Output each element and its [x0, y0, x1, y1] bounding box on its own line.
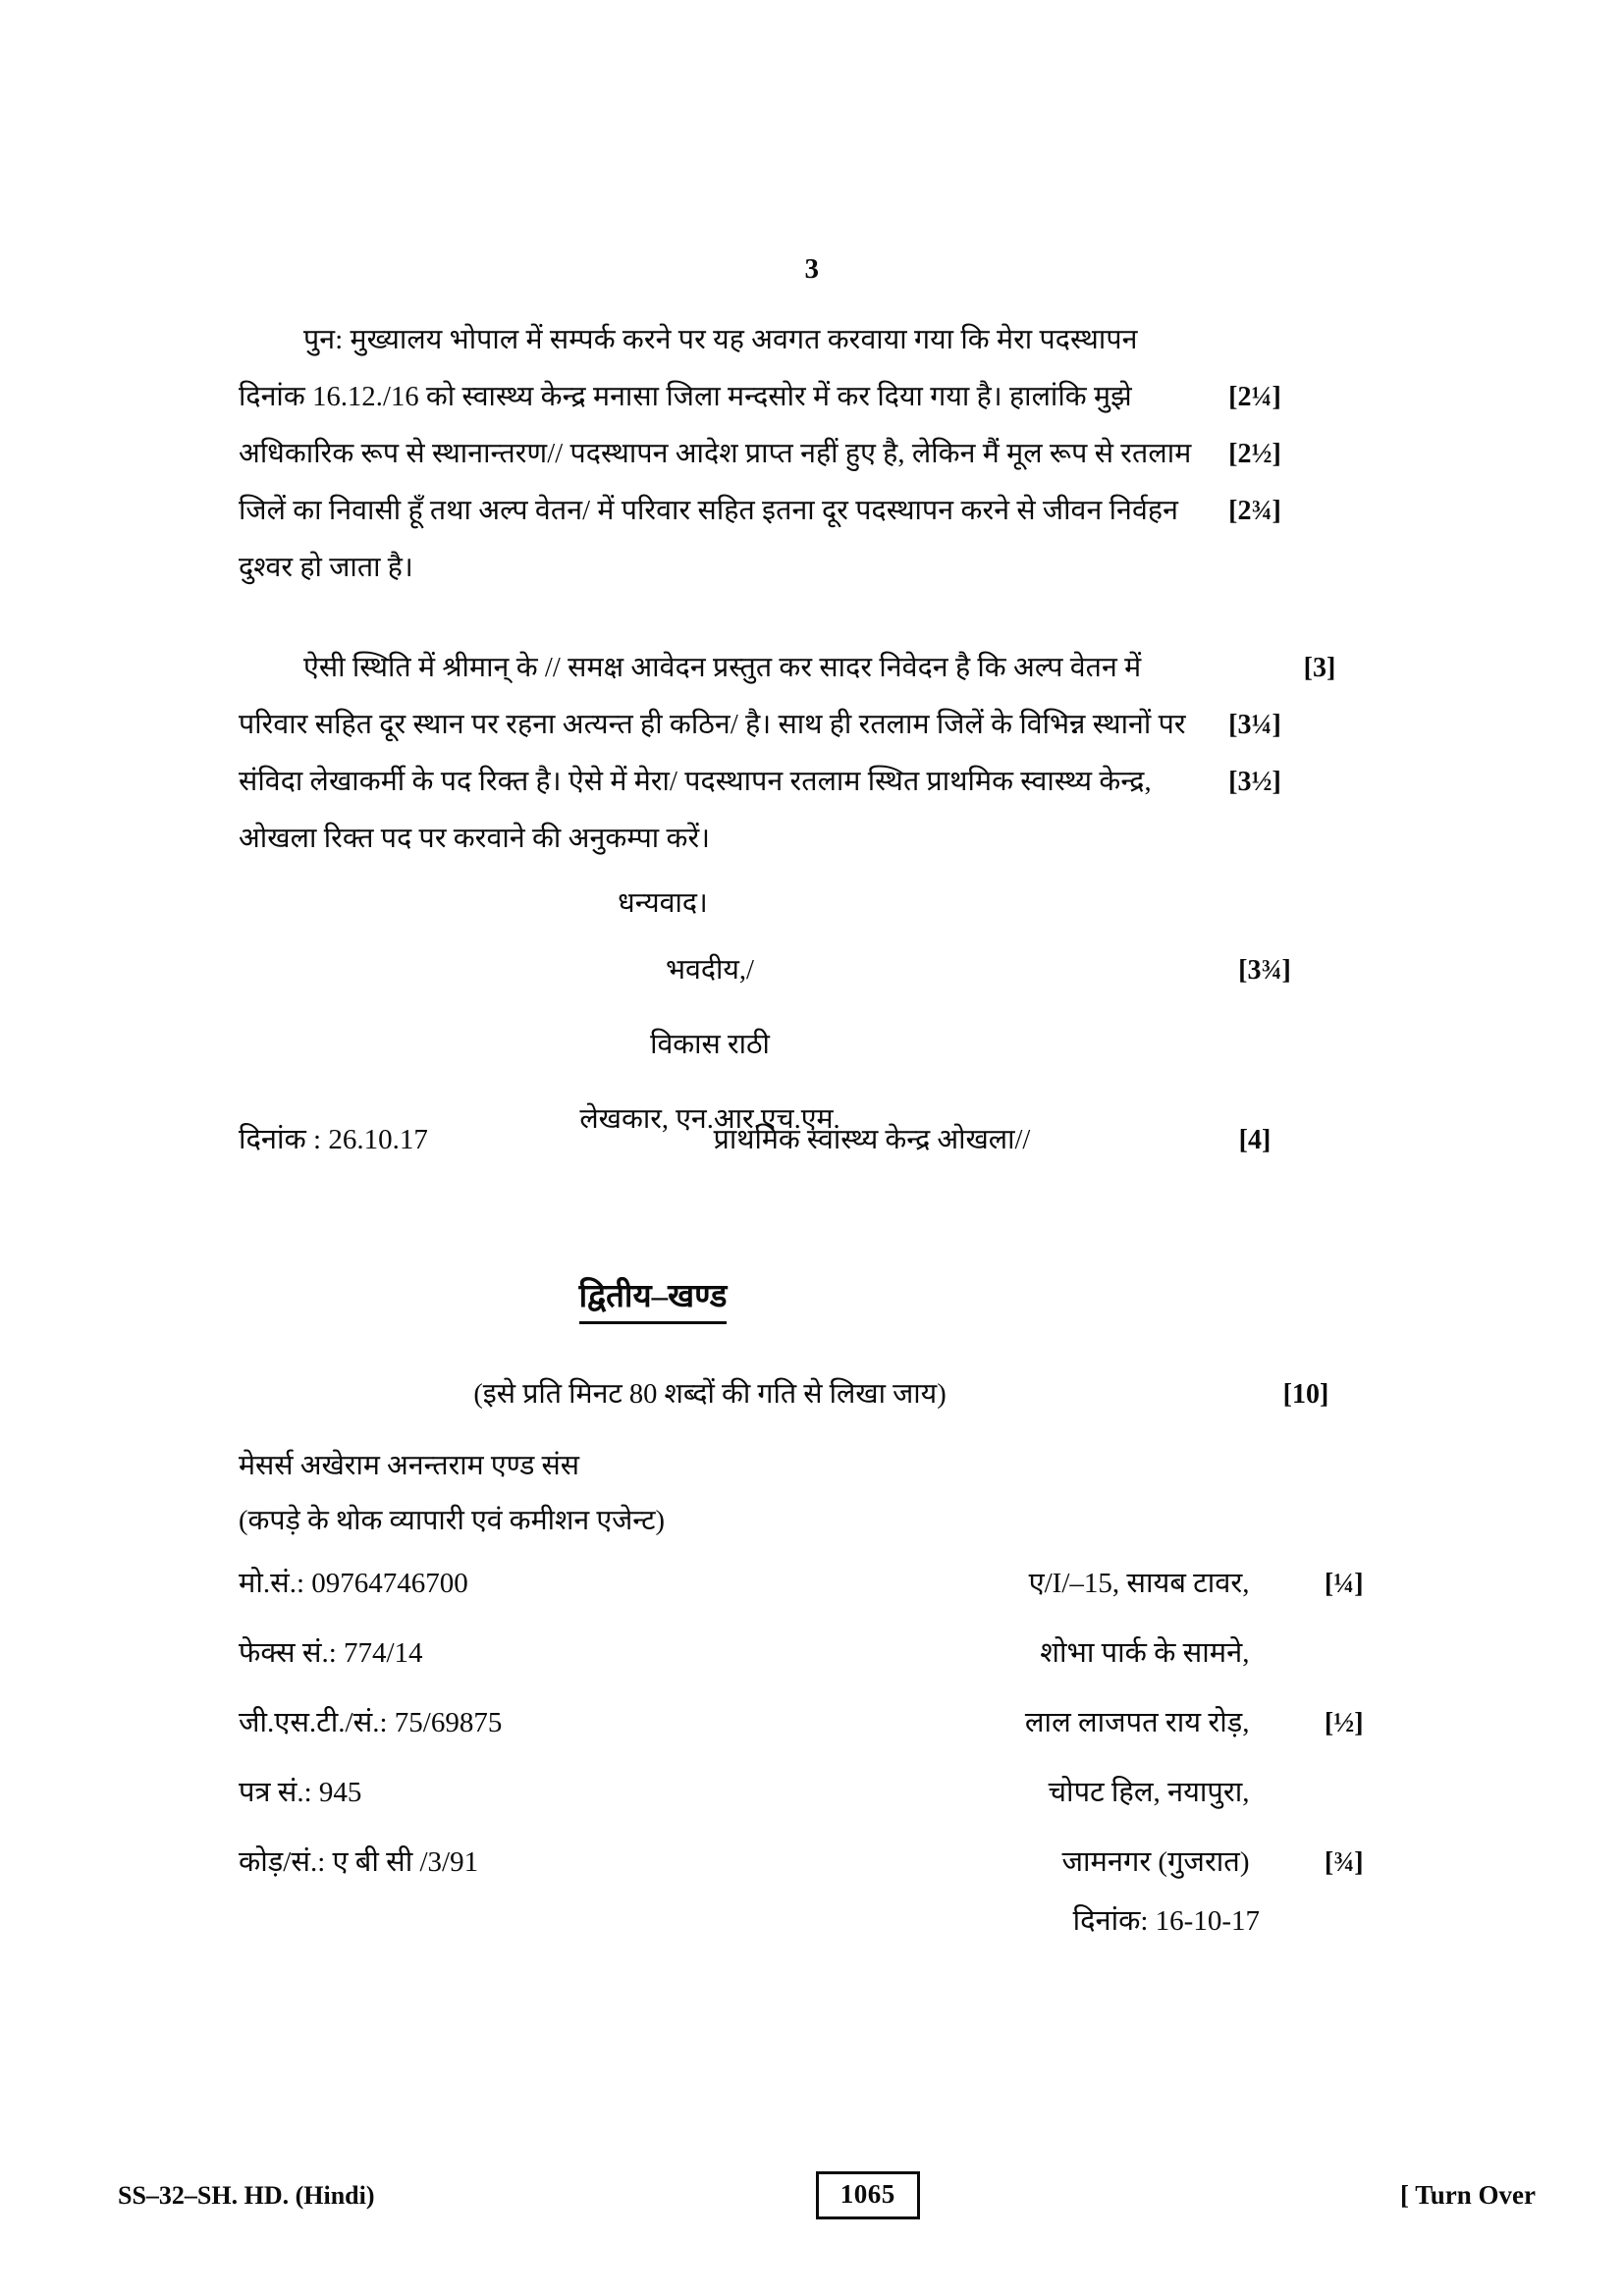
text-line: [239, 540, 1397, 597]
row-mark: [½]: [1324, 1708, 1364, 1738]
speed-instruction-row: [239, 1374, 1397, 1412]
page-footer: [118, 2171, 1536, 2219]
closing-thanks: धन्यवाद।: [618, 888, 708, 919]
speed-instruction-mark: [10]: [1282, 1379, 1329, 1410]
main-content: [239, 312, 1397, 868]
letter-date: दिनांक : 26.10.17: [239, 1124, 428, 1155]
text-line: [239, 369, 1397, 426]
contact-detail: कोड़/सं.: ए बी सी /3/91: [239, 1846, 479, 1878]
text-line: [239, 312, 1397, 369]
section-heading-text: द्वितीय–खण्ड: [579, 1279, 728, 1324]
signature-line: [239, 1025, 1397, 1099]
line-mark: [3¼]: [1228, 710, 1281, 740]
line-text: दुश्वर हो जाता है।: [239, 553, 413, 583]
row-mark: [¼]: [1324, 1569, 1364, 1599]
address-line: चोपट हिल, नयापुरा,: [1048, 1777, 1250, 1808]
paper-code: SS–32–SH. HD. (Hindi): [118, 2180, 375, 2210]
line-mark: [2½]: [1228, 439, 1281, 469]
page-code-box: 1065: [816, 2171, 920, 2219]
address-line: लाल लाजपत राय रोड़,: [1024, 1707, 1250, 1738]
line-text: परिवार सहित दूर स्थान पर रहना अत्यन्त ही कठिन/ है। साथ ही रतलाम जिलें के विभिन्न स्थानों पर: [239, 710, 1186, 740]
letter-office: प्राथमिक स्वास्थ्य केन्द्र ओखला//: [713, 1125, 1031, 1155]
company-business: (कपड़े के थोक व्यापारी एवं कमीशन एजेन्ट): [239, 1506, 666, 1536]
text-line: [239, 754, 1397, 811]
line-mark: [3]: [1303, 653, 1336, 683]
line-text: जिलें का निवासी हूँ तथा अल्प वेतन/ में परिवार सहित इतना दूर पदस्थापन करने से जीवन निर्वहन: [239, 496, 1179, 526]
address-line: जामनगर (गुजरात): [1061, 1846, 1250, 1878]
contact-detail: जी.एस.टी./सं.: 75/69875: [239, 1707, 503, 1738]
line-mark: [2¼]: [1228, 382, 1281, 412]
company-name: मेसर्स अखेराम अनन्तराम एण्ड संस: [239, 1451, 580, 1481]
text-line: [239, 483, 1397, 540]
contact-detail: फेक्स सं.: 774/14: [239, 1637, 423, 1669]
line-text: पुन: मुख्यालय भोपाल में सम्पर्क करने पर यह अवगत करवाया गया कि मेरा पदस्थापन: [303, 325, 1138, 355]
line-text: ओखला रिक्त पद पर करवाने की अनुकम्पा करें।: [239, 824, 711, 854]
line-text: अधिकारिक रूप से स्थानान्तरण// पदस्थापन आदेश प्राप्त नहीं हुए है, लेकिन मैं मूल रूप से रतलाम: [239, 439, 1192, 469]
speed-instruction-text: (इसे प्रति मिनट 80 शब्दों की गति से लिखा जाय): [473, 1379, 947, 1410]
section-heading: [0, 1272, 1306, 1316]
signature-line: [239, 950, 1397, 1025]
text-line: [239, 640, 1397, 697]
address-line: शोभा पार्क के सामने,: [1040, 1637, 1250, 1669]
letterhead-date: दिनांक: 16-10-17: [1072, 1905, 1260, 1937]
signature-text: भवदीय,/: [666, 955, 754, 986]
paragraph-1: [239, 312, 1397, 597]
text-line: [239, 426, 1397, 483]
row-mark: [¾]: [1324, 1847, 1364, 1878]
line-text: ऐसी स्थिति में श्रीमान् के // समक्ष आवेदन प्रस्तुत कर सादर निवेदन है कि अल्प वेतन में: [303, 653, 1142, 683]
line-text: संविदा लेखाकर्मी के पद रिक्त है। ऐसे में मेरा/ पदस्थापन रतलाम स्थित प्राथमिक स्वास्थ्य केन्द्र,: [239, 767, 1152, 797]
signature-name: विकास राठी: [650, 1030, 770, 1060]
contact-detail: मो.सं.: 09764746700: [239, 1568, 468, 1599]
text-line: [239, 811, 1397, 868]
letterhead-row: [239, 1702, 1417, 1772]
line-mark: [3½]: [1228, 767, 1281, 797]
paragraph-2: [239, 640, 1397, 868]
letter-date-row: [239, 1119, 1397, 1157]
letterhead-row: [239, 1772, 1417, 1842]
letterhead-details: [239, 1563, 1417, 1911]
letterhead-row: [239, 1563, 1417, 1632]
page-number: 3: [804, 253, 820, 285]
signature-mark: [3¾]: [1238, 955, 1291, 986]
signature-designation: लेखकार, एन.आर.एच.एम.: [579, 1104, 840, 1135]
letter-office-mark: [4]: [1238, 1125, 1272, 1155]
turn-over-label: [ Turn Over: [1399, 2180, 1536, 2210]
line-text: दिनांक 16.12./16 को स्वास्थ्य केन्द्र मनासा जिला मन्दसोर में कर दिया गया है। हालांकि मुझे: [239, 382, 1132, 412]
letterhead-header: [239, 1439, 1397, 1549]
line-mark: [2¾]: [1228, 496, 1281, 526]
address-line: ए/I/–15, सायब टावर,: [1028, 1568, 1250, 1599]
contact-detail: पत्र सं.: 945: [239, 1777, 362, 1808]
text-line: [239, 697, 1397, 754]
letterhead-row: [239, 1632, 1417, 1702]
